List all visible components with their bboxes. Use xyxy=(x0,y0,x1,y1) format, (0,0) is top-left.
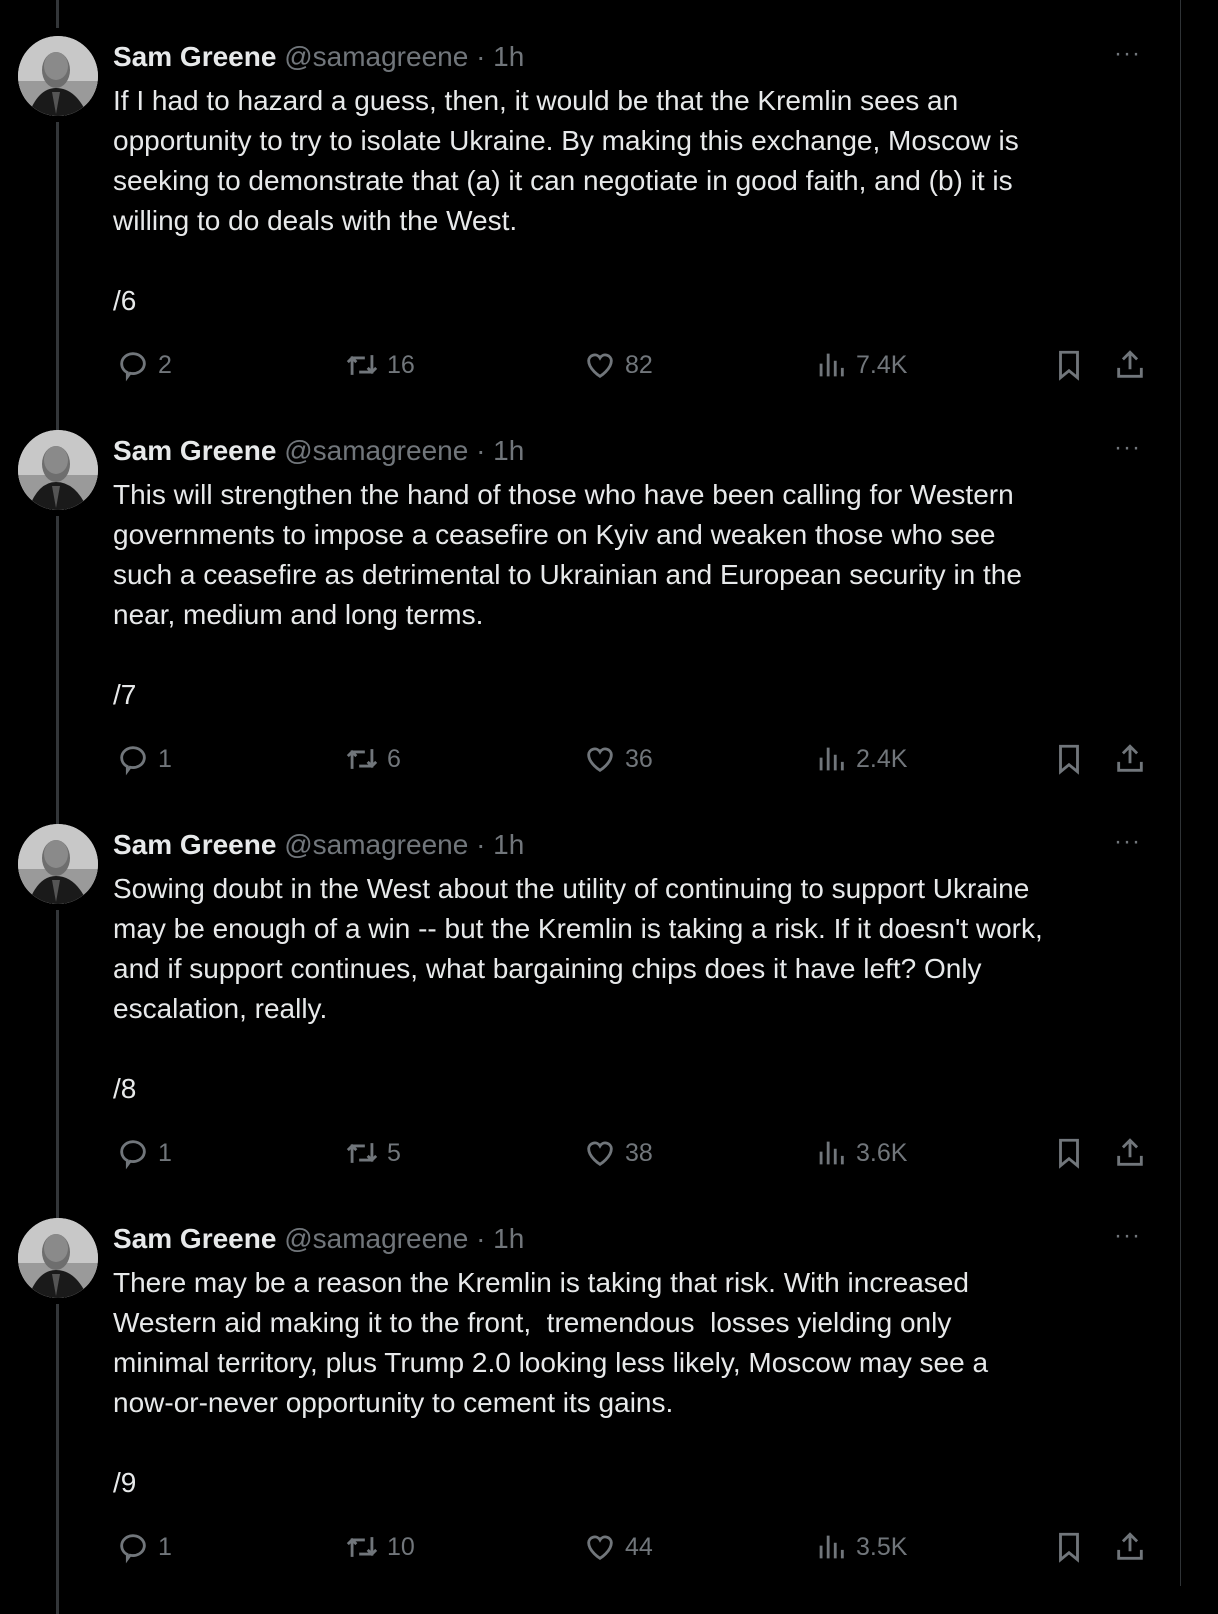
repost-button[interactable] xyxy=(345,739,401,779)
bookmark-button[interactable] xyxy=(1052,345,1094,385)
bookmark-icon xyxy=(1052,348,1086,382)
author-name[interactable]: Sam Greene xyxy=(113,829,277,860)
author-name[interactable]: Sam Greene xyxy=(113,41,277,72)
views-button[interactable] xyxy=(814,1527,907,1567)
views-button[interactable] xyxy=(814,739,907,779)
avatar[interactable] xyxy=(18,430,98,510)
tweet-text-line: escalation, really. xyxy=(113,993,328,1024)
tweet-text-line: /9 xyxy=(113,1467,137,1498)
share-icon xyxy=(1113,742,1147,776)
avatar[interactable] xyxy=(18,824,98,904)
repost-icon xyxy=(345,1530,379,1564)
heart-icon xyxy=(583,1136,617,1170)
tweet-text xyxy=(113,475,1022,715)
like-count: 36 xyxy=(625,744,653,773)
share-button[interactable] xyxy=(1113,739,1155,779)
bookmark-button[interactable] xyxy=(1052,739,1094,779)
tweet-text-line: may be enough of a win -- but the Kremlin is taking a risk. If it doesn't work, xyxy=(113,913,1043,944)
view-count: 7.4K xyxy=(856,350,908,379)
repost-button[interactable] xyxy=(345,1527,415,1567)
tweet[interactable] xyxy=(0,1202,1180,1596)
tweet-text-line: opportunity to try to isolate Ukraine. By making this exchange, Moscow is xyxy=(113,125,1019,156)
heart-icon xyxy=(583,1530,617,1564)
tweet-header xyxy=(113,1219,524,1259)
like-button[interactable] xyxy=(583,1527,653,1567)
author-handle[interactable]: @samagreene xyxy=(284,829,469,860)
repost-button[interactable] xyxy=(345,1133,401,1173)
share-button[interactable] xyxy=(1113,345,1155,385)
repost-count: 10 xyxy=(387,1532,415,1561)
share-button[interactable] xyxy=(1113,1527,1155,1567)
tweet-header xyxy=(113,431,524,471)
author-handle[interactable]: @samagreene xyxy=(284,435,469,466)
like-button[interactable] xyxy=(583,345,653,385)
separator: · xyxy=(476,829,486,860)
tweet-text-line: There may be a reason the Kremlin is taking that risk. With increased xyxy=(113,1267,969,1298)
tweet-text-line: /6 xyxy=(113,285,137,316)
tweet-text xyxy=(113,81,1019,321)
timestamp[interactable]: 1h xyxy=(493,829,525,860)
timeline-border xyxy=(1180,0,1181,1586)
blank-line xyxy=(113,1029,1043,1069)
tweet[interactable] xyxy=(0,414,1180,808)
tweet-text-line: willing to do deals with the West. xyxy=(113,205,518,236)
author-handle[interactable]: @samagreene xyxy=(284,1223,469,1254)
tweet-header xyxy=(113,37,524,77)
avatar[interactable] xyxy=(18,1218,98,1298)
tweet-actions xyxy=(0,739,1180,779)
tweet-text xyxy=(113,1263,988,1503)
reply-icon xyxy=(116,1136,150,1170)
tweet-text-line: near, medium and long terms. xyxy=(113,599,484,630)
more-options-icon[interactable]: ··· xyxy=(1114,434,1141,461)
thread-line xyxy=(56,122,59,432)
reply-icon xyxy=(116,348,150,382)
view-count: 2.4K xyxy=(856,744,908,773)
views-icon xyxy=(814,742,848,776)
tweet-text-line: minimal territory, plus Trump 2.0 looking less likely, Moscow may see a xyxy=(113,1347,989,1378)
like-button[interactable] xyxy=(583,739,653,779)
reply-button[interactable] xyxy=(116,1527,172,1567)
views-button[interactable] xyxy=(814,1133,907,1173)
blank-line xyxy=(113,241,1019,281)
reply-button[interactable] xyxy=(116,739,172,779)
reply-icon xyxy=(116,742,150,776)
thread-line xyxy=(56,516,59,826)
reply-button[interactable] xyxy=(116,1133,172,1173)
view-count: 3.5K xyxy=(856,1532,908,1561)
bookmark-icon xyxy=(1052,742,1086,776)
like-count: 44 xyxy=(625,1532,653,1561)
reply-count: 1 xyxy=(158,744,172,773)
tweet-text-line: Western aid making it to the front, tremendous losses yielding only xyxy=(113,1307,952,1338)
tweet-text-line: /7 xyxy=(113,679,137,710)
tweet-actions xyxy=(0,345,1180,385)
tweet-text-line: /8 xyxy=(113,1073,137,1104)
bookmark-button[interactable] xyxy=(1052,1527,1094,1567)
thread-line xyxy=(56,910,59,1220)
repost-button[interactable] xyxy=(345,345,415,385)
tweet-text-line: If I had to hazard a guess, then, it would be that the Kremlin sees an xyxy=(113,85,959,116)
repost-count: 5 xyxy=(387,1138,401,1167)
timestamp[interactable]: 1h xyxy=(493,41,525,72)
share-icon xyxy=(1113,1136,1147,1170)
tweet-text xyxy=(113,869,1043,1109)
repost-icon xyxy=(345,348,379,382)
view-count: 3.6K xyxy=(856,1138,908,1167)
author-name[interactable]: Sam Greene xyxy=(113,435,277,466)
share-button[interactable] xyxy=(1113,1133,1155,1173)
heart-icon xyxy=(583,348,617,382)
heart-icon xyxy=(583,742,617,776)
bookmark-button[interactable] xyxy=(1052,1133,1094,1173)
tweet[interactable] xyxy=(0,808,1180,1202)
more-options-icon[interactable]: ··· xyxy=(1114,1222,1141,1249)
more-options-icon[interactable]: ··· xyxy=(1114,828,1141,855)
like-count: 38 xyxy=(625,1138,653,1167)
bookmark-icon xyxy=(1052,1136,1086,1170)
tweet-text-line: This will strengthen the hand of those who have been calling for Western xyxy=(113,479,1014,510)
separator: · xyxy=(476,41,486,72)
tweet-actions xyxy=(0,1133,1180,1173)
like-button[interactable] xyxy=(583,1133,653,1173)
tweet-actions xyxy=(0,1527,1180,1567)
blank-line xyxy=(113,635,1022,675)
share-icon xyxy=(1113,348,1147,382)
repost-count: 6 xyxy=(387,744,401,773)
reply-count: 1 xyxy=(158,1138,172,1167)
author-name[interactable]: Sam Greene xyxy=(113,1223,277,1254)
thread-line xyxy=(56,1304,59,1614)
timestamp[interactable]: 1h xyxy=(493,1223,525,1254)
separator: · xyxy=(476,435,486,466)
blank-line xyxy=(113,1423,988,1463)
timestamp[interactable]: 1h xyxy=(493,435,525,466)
avatar[interactable] xyxy=(18,36,98,116)
bookmark-icon xyxy=(1052,1530,1086,1564)
like-count: 82 xyxy=(625,350,653,379)
reply-count: 2 xyxy=(158,350,172,379)
tweet-text-line: governments to impose a ceasefire on Kyiv and weaken those who see xyxy=(113,519,996,550)
tweet-text-line: and if support continues, what bargaining chips does it have left? Only xyxy=(113,953,982,984)
repost-icon xyxy=(345,1136,379,1170)
tweet[interactable] xyxy=(0,20,1180,414)
author-handle[interactable]: @samagreene xyxy=(284,41,469,72)
tweet-header xyxy=(113,825,524,865)
repost-count: 16 xyxy=(387,350,415,379)
tweet-text-line: such a ceasefire as detrimental to Ukrainian and European security in the xyxy=(113,559,1022,590)
tweet-text-line: Sowing doubt in the West about the utility of continuing to support Ukraine xyxy=(113,873,1030,904)
views-icon xyxy=(814,1136,848,1170)
tweet-text-line: now-or-never opportunity to cement its gains. xyxy=(113,1387,674,1418)
reply-icon xyxy=(116,1530,150,1564)
views-icon xyxy=(814,1530,848,1564)
tweet-text-line: seeking to demonstrate that (a) it can negotiate in good faith, and (b) it is xyxy=(113,165,1013,196)
reply-count: 1 xyxy=(158,1532,172,1561)
views-button[interactable] xyxy=(814,345,907,385)
share-icon xyxy=(1113,1530,1147,1564)
repost-icon xyxy=(345,742,379,776)
reply-button[interactable] xyxy=(116,345,172,385)
separator: · xyxy=(476,1223,486,1254)
views-icon xyxy=(814,348,848,382)
more-options-icon[interactable]: ··· xyxy=(1114,40,1141,67)
